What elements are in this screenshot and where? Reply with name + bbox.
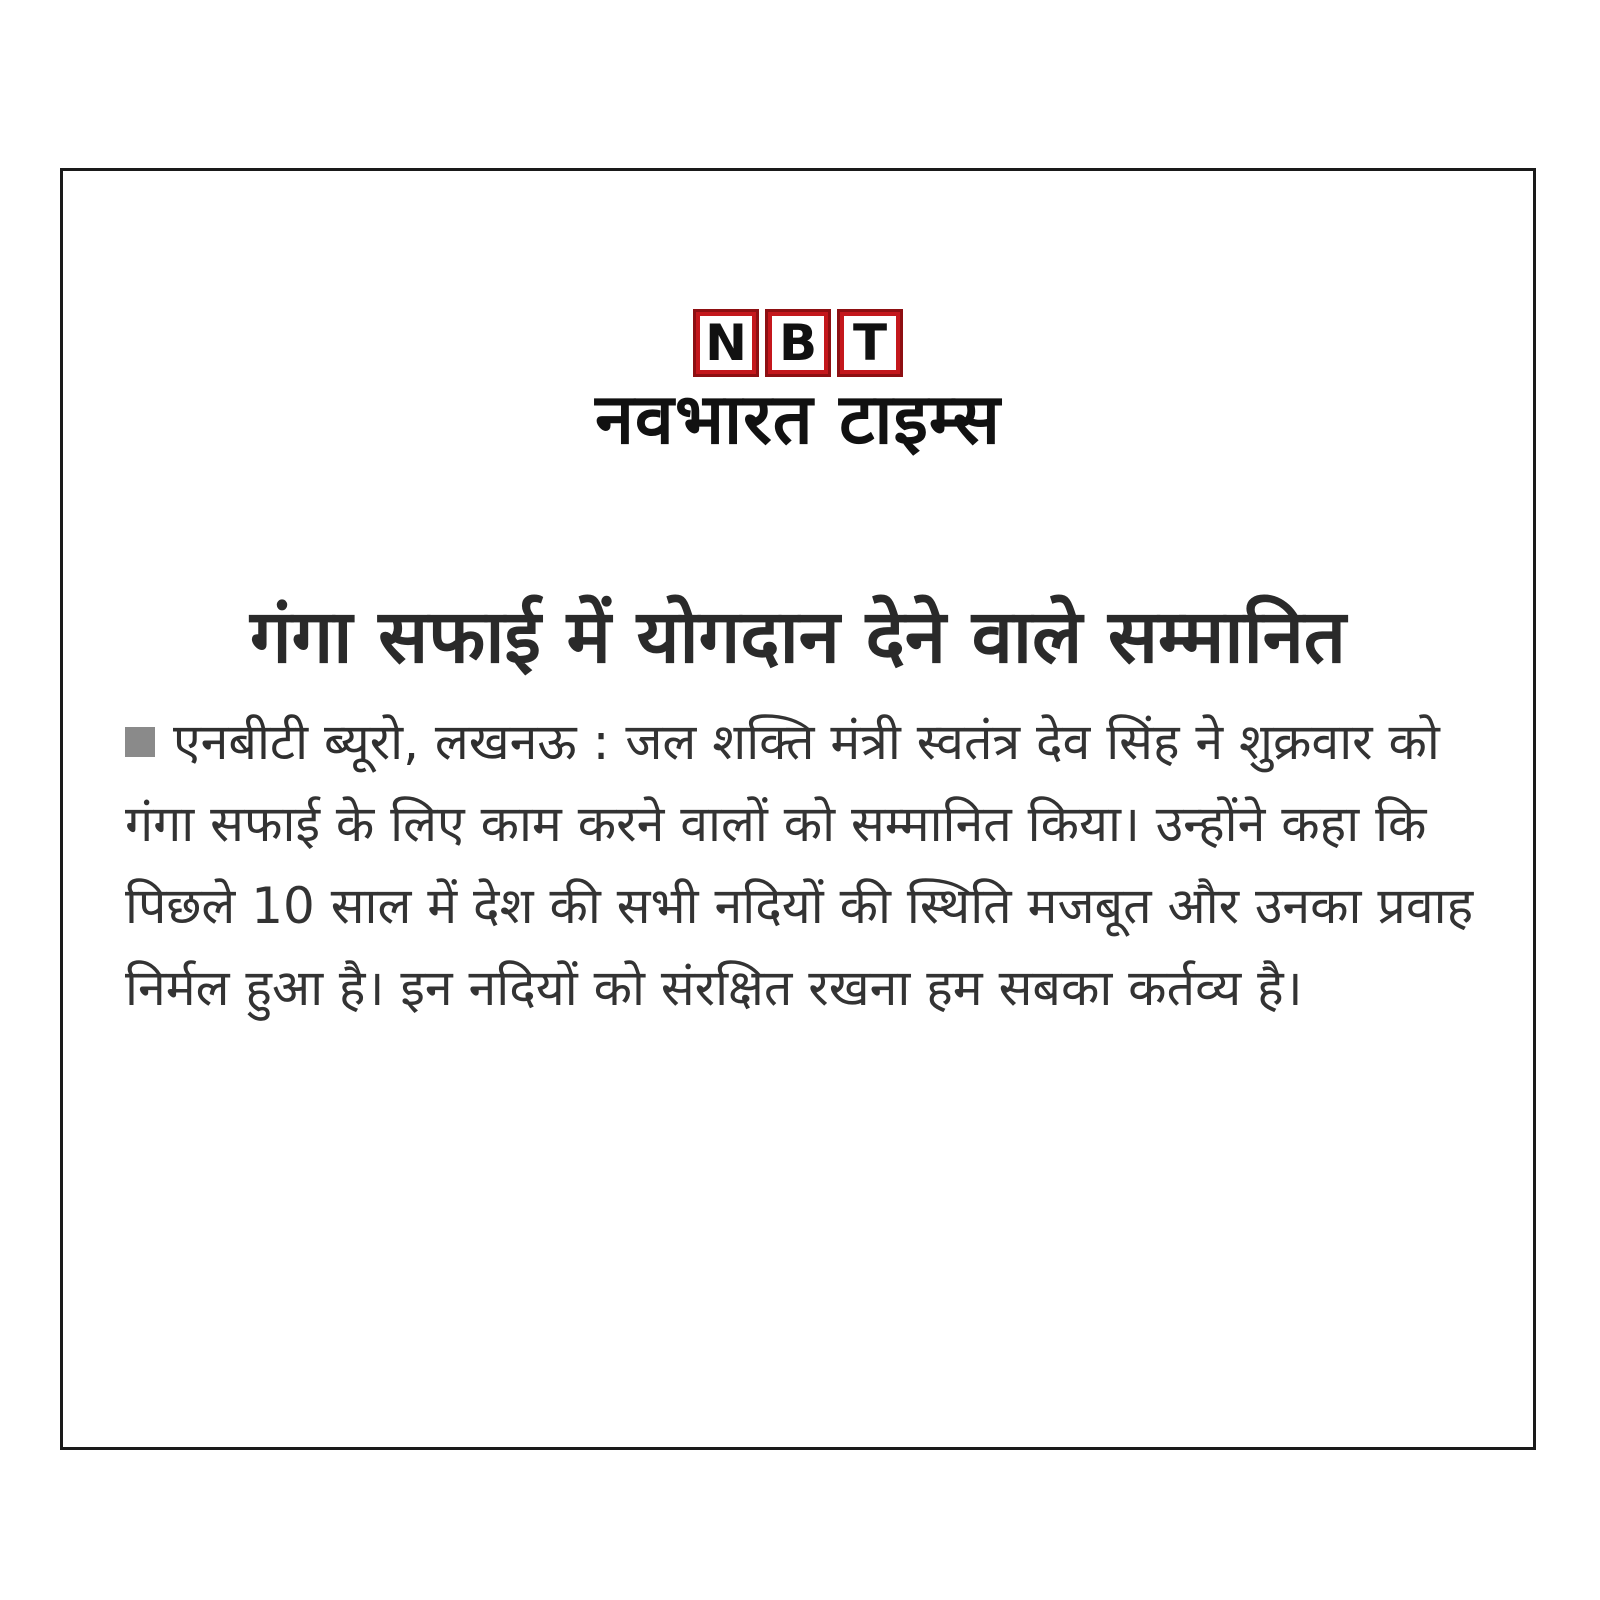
newspaper-name: नवभारत टाइम्स <box>595 378 1001 460</box>
logo-box-b <box>765 309 831 377</box>
bullet-square-icon <box>125 727 155 757</box>
newspaper-masthead <box>63 309 1533 458</box>
article-headline: गंगा सफाई में योगदान देने वाले सम्मानित <box>249 594 1346 680</box>
logo-box-t <box>837 309 903 377</box>
logo-letter-t: T <box>844 316 896 370</box>
article-text: जल शक्ति मंत्री स्वतंत्र देव सिंह ने शुक्रवार को गंगा सफाई के लिए काम करने वालों को सम्मानित किया। उन्होंने कहा कि पिछले 10 साल में देश की सभी नदियों की स्थिति मजबूत और उनका प्रवाह निर्मल हुआ है। इन नदियों को संरक्षित रखना हम सबका कर्तव्य है। <box>125 713 1474 1017</box>
logo-letter-b: B <box>772 316 824 370</box>
article-body <box>125 701 1483 1029</box>
logo-box-n <box>693 309 759 377</box>
news-clipping-frame <box>60 168 1536 1450</box>
nbt-logo <box>693 309 903 377</box>
logo-letter-n: N <box>700 316 752 370</box>
article-dateline: एनबीटी ब्यूरो, लखनऊ : <box>173 713 610 771</box>
